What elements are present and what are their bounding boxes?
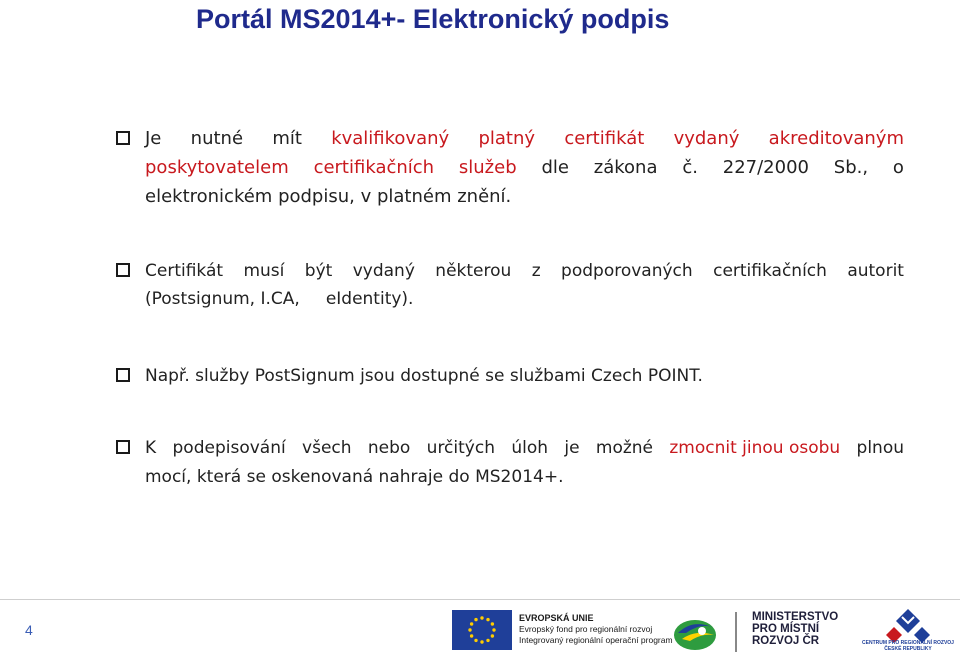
word: možné [595,438,654,458]
word: úloh [511,438,549,458]
highlight-word: služeb [458,157,517,178]
highlight-word: platný [478,128,536,149]
irop-logo-icon [672,611,718,653]
bullet-line: Např. služby PostSignum jsou dostupné se službami Czech POINT. [145,366,703,386]
word: je [564,438,580,458]
bullet-line: mocí, která se oskenovaná nahraje do MS2014+. [145,467,564,487]
eu-star-icon [480,640,483,643]
highlight-word: certifikačních [313,157,435,178]
word: všech [302,438,352,458]
ministry-logo-text [752,611,838,647]
eu-fund-label: Evropský fond pro regionální rozvoj [519,624,653,634]
word: určitých [426,438,495,458]
eu-flag-icon [452,610,512,650]
eu-star-icon [480,616,483,619]
crr-line: ČESKÉ REPUBLIKY [884,646,932,652]
eu-fund-text [519,613,673,646]
word: Sb., [833,157,869,178]
eu-label: EVROPSKÁ UNIE [519,613,594,623]
eu-star-icon [492,628,495,631]
authority-eidentity: eIdentity). [325,289,414,309]
checkbox-bullet-icon [116,131,130,145]
word: některou [435,261,512,281]
word: o [892,157,904,178]
crr-line: CENTRUM PRO REGIONÁLNÍ ROZVOJ [862,640,954,646]
word: č. [682,157,698,178]
word: z [531,261,541,281]
page-number: 4 [25,622,33,638]
ministry-line: MINISTERSTVO [752,611,839,623]
ministry-line: PRO MÍSTNÍ [752,623,820,635]
bullet-line [145,257,904,285]
word: vydaný [352,261,415,281]
footer-divider [0,599,960,600]
highlight-word: poskytovatelem [145,157,289,178]
word: musí [243,261,285,281]
eu-star-icon [474,639,477,642]
word: dle [541,157,569,178]
word: nutné [190,128,244,149]
eu-star-icon [474,618,477,621]
word: Certifikát [145,261,224,281]
eu-star-icon [470,634,473,637]
word: Je [145,128,162,149]
checkbox-bullet-icon [116,440,130,454]
word: podepisování [172,438,286,458]
word: autorit [847,261,904,281]
highlight-word: kvalifikovaný [331,128,450,149]
word: nebo [367,438,411,458]
eu-star-icon [470,622,473,625]
bullet-line: elektronickém podpisu, v platném znění. [145,186,512,207]
bullet-line [145,434,904,463]
eu-star-icon [491,634,494,637]
word: plnou [856,438,904,458]
eu-star-icon [491,622,494,625]
slide-title: Portál MS2014+- Elektronický podpis [196,4,670,34]
eu-star-icon [468,628,471,631]
checkbox-bullet-icon [116,263,130,277]
highlight-phrase: zmocnit jinou osobu [669,438,841,458]
bullet-line [145,153,904,182]
ministry-line: ROZVOJ ČR [752,635,820,647]
word: podporovaných [561,261,693,281]
word: certifikačních [713,261,827,281]
highlight-word: vydaný [673,128,740,149]
word: K [145,438,157,458]
bullet-line [145,285,413,313]
checkbox-bullet-icon [116,368,130,382]
highlight-word: certifikát [564,128,645,149]
logo-divider [735,612,737,652]
bullet-line [145,124,904,153]
word: zákona [593,157,658,178]
eu-star-icon [486,639,489,642]
word: být [304,261,333,281]
authorities-list: (Postsignum, I.CA, [145,289,300,309]
crr-logo-text [856,640,960,652]
highlight-word: akreditovaným [768,128,904,149]
word: mít [272,128,302,149]
eu-star-icon [486,618,489,621]
eu-program-label: Integrovaný regionální operační program [519,635,673,645]
word: 227/2000 [722,157,809,178]
